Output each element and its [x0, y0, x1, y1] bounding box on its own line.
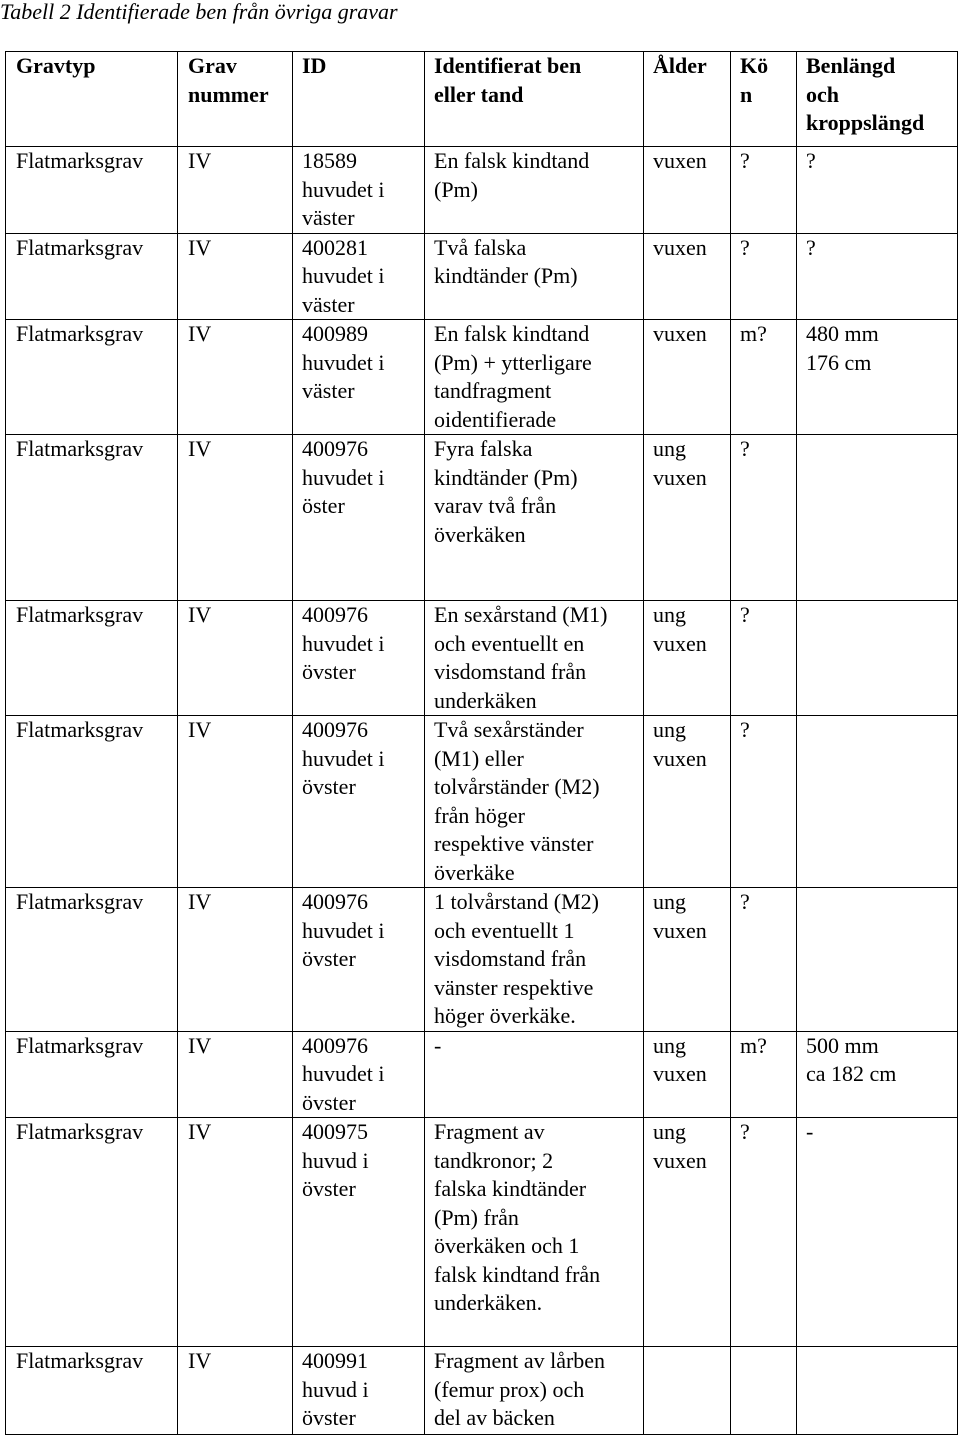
cell-alder: ung vuxen [644, 716, 731, 888]
cell-identifierat: En falsk kindtand (Pm) [425, 147, 644, 234]
table-row [6, 147, 958, 234]
cell-id: 400281 huvudet i väster [293, 233, 425, 320]
col-header-gravtyp: Gravtyp [6, 52, 178, 147]
cell-grav-nummer: IV [178, 233, 293, 320]
cell-identifierat: 1 tolvårstand (M2) och eventuellt 1 visdomstand från vänster respektive höger överkäke. [425, 888, 644, 1032]
table-row [6, 888, 958, 1032]
cell-benlangd: ? [797, 147, 958, 234]
cell-benlangd: 500 mm ca 182 cm [797, 1031, 958, 1118]
cell-alder [644, 1347, 731, 1435]
cell-grav-nummer: IV [178, 1118, 293, 1347]
cell-gravtyp: Flatmarksgrav [6, 1031, 178, 1118]
cell-kon: m? [731, 1031, 797, 1118]
col-header-identifierat: Identifierat ben eller tand [425, 52, 644, 147]
cell-benlangd [797, 1347, 958, 1435]
cell-kon: ? [731, 233, 797, 320]
table-row [6, 233, 958, 320]
cell-gravtyp: Flatmarksgrav [6, 601, 178, 716]
cell-id: 400989 huvudet i väster [293, 320, 425, 435]
cell-identifierat: En sexårstand (M1) och eventuellt en visdomstand från underkäken [425, 601, 644, 716]
cell-identifierat: Två falska kindtänder (Pm) [425, 233, 644, 320]
cell-grav-nummer: IV [178, 888, 293, 1032]
cell-kon: m? [731, 320, 797, 435]
cell-gravtyp: Flatmarksgrav [6, 1118, 178, 1347]
cell-grav-nummer: IV [178, 435, 293, 601]
cell-identifierat: Fragment av tandkronor; 2 falska kindtänder (Pm) från överkäken och 1 falsk kindtand från underkäken. [425, 1118, 644, 1347]
cell-identifierat: Fyra falska kindtänder (Pm) varav två från överkäken [425, 435, 644, 601]
cell-benlangd [797, 888, 958, 1032]
cell-grav-nummer: IV [178, 716, 293, 888]
cell-id: 400975 huvud i övster [293, 1118, 425, 1347]
cell-alder: ung vuxen [644, 601, 731, 716]
cell-gravtyp: Flatmarksgrav [6, 233, 178, 320]
table-caption: Tabell 2 Identifierade ben från övriga gravar [0, 0, 398, 24]
cell-kon: ? [731, 716, 797, 888]
cell-alder: ung vuxen [644, 1031, 731, 1118]
cell-gravtyp: Flatmarksgrav [6, 888, 178, 1032]
cell-kon [731, 1347, 797, 1435]
col-header-alder: Ålder [644, 52, 731, 147]
cell-gravtyp: Flatmarksgrav [6, 435, 178, 601]
cell-gravtyp: Flatmarksgrav [6, 1347, 178, 1435]
cell-kon: ? [731, 1118, 797, 1347]
cell-kon: ? [731, 435, 797, 601]
table-row [6, 716, 958, 888]
cell-benlangd: ? [797, 233, 958, 320]
cell-alder: vuxen [644, 233, 731, 320]
col-header-benlangd: Benlängd och kroppslängd [797, 52, 958, 147]
cell-kon: ? [731, 888, 797, 1032]
cell-alder: ung vuxen [644, 1118, 731, 1347]
cell-kon: ? [731, 147, 797, 234]
bones-table [5, 51, 958, 1435]
cell-grav-nummer: IV [178, 320, 293, 435]
cell-id: 18589 huvudet i väster [293, 147, 425, 234]
col-header-id: ID [293, 52, 425, 147]
cell-gravtyp: Flatmarksgrav [6, 716, 178, 888]
cell-gravtyp: Flatmarksgrav [6, 320, 178, 435]
cell-identifierat: En falsk kindtand (Pm) + ytterligare tandfragment oidentifierade [425, 320, 644, 435]
cell-benlangd [797, 601, 958, 716]
cell-identifierat: Två sexårständer (M1) eller tolvårständer (M2) från höger respektive vänster överkäke [425, 716, 644, 888]
cell-alder: ung vuxen [644, 435, 731, 601]
cell-grav-nummer: IV [178, 1347, 293, 1435]
col-header-grav-nummer: Grav nummer [178, 52, 293, 147]
cell-benlangd [797, 435, 958, 601]
cell-benlangd [797, 716, 958, 888]
table-row [6, 1118, 958, 1347]
cell-id: 400976 huvudet i övster [293, 888, 425, 1032]
cell-grav-nummer: IV [178, 601, 293, 716]
cell-grav-nummer: IV [178, 147, 293, 234]
cell-id: 400991 huvud i övster [293, 1347, 425, 1435]
table-row [6, 1031, 958, 1118]
cell-identifierat: Fragment av lårben (femur prox) och del av bäcken [425, 1347, 644, 1435]
cell-gravtyp: Flatmarksgrav [6, 147, 178, 234]
cell-identifierat: - [425, 1031, 644, 1118]
cell-id: 400976 huvudet i övster [293, 716, 425, 888]
cell-id: 400976 huvudet i övster [293, 601, 425, 716]
cell-alder: ung vuxen [644, 888, 731, 1032]
table-row [6, 1347, 958, 1435]
table-row [6, 435, 958, 601]
cell-benlangd: 480 mm 176 cm [797, 320, 958, 435]
col-header-kon: Kö n [731, 52, 797, 147]
cell-grav-nummer: IV [178, 1031, 293, 1118]
header-row [6, 52, 958, 147]
table-row [6, 320, 958, 435]
table-row [6, 601, 958, 716]
cell-benlangd: - [797, 1118, 958, 1347]
cell-kon: ? [731, 601, 797, 716]
cell-alder: vuxen [644, 320, 731, 435]
cell-id: 400976 huvudet i övster [293, 1031, 425, 1118]
cell-alder: vuxen [644, 147, 731, 234]
cell-id: 400976 huvudet i öster [293, 435, 425, 601]
